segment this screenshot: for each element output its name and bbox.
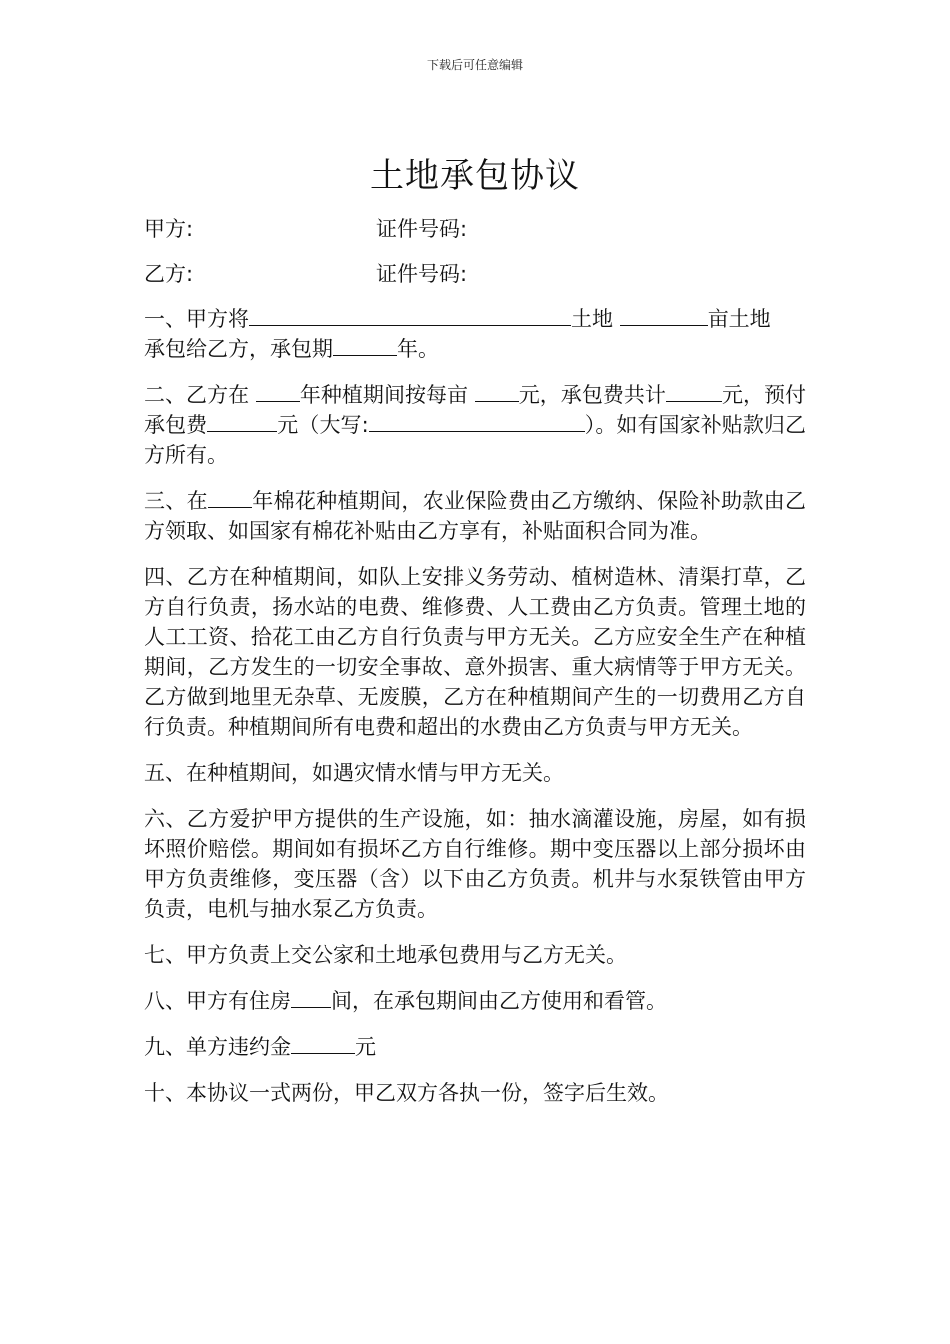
clause-9-text-a: 九、单方违约金	[144, 1035, 291, 1059]
party-a-id-label: 证件号码:	[376, 217, 468, 241]
clause-7: 七、甲方负责上交公家和土地承包费用与乙方无关。	[144, 943, 627, 967]
clause-2-text-c: 元，承包费共计	[518, 383, 666, 407]
clause-9-text-b: 元	[355, 1035, 376, 1059]
clause-4: 四、乙方在种植期间，如队上安排义务劳动、植树造林、清渠打草，乙方自行负责，扬水站的电费、维修费、人工费由乙方负责。管理土地的人工工资、拾花工由乙方自行负责与甲方无关。乙方应安全生产在种植期间，乙方发生的一切安全事故、意外损害、重大病情等于甲方无关。乙方做到地里无杂草、无废膜，乙方在种植期间产生的一切费用乙方自行负责。种植期间所有电费和超出的水费由乙方负责与甲方无关。	[144, 565, 806, 739]
party-b-row	[144, 259, 804, 289]
clause-10: 十、本协议一式两份，甲乙双方各执一份，签字后生效。	[144, 1081, 669, 1105]
clause-3-text-a: 三、在	[144, 489, 208, 513]
party-b-label: 乙方:	[144, 262, 194, 286]
contract-years-blank	[333, 335, 397, 356]
total-fee-blank	[666, 381, 722, 402]
clause-3-text-b: 年棉花种植期间，农业保险费由乙方缴纳、保险补助款由乙方领取、如国家有棉花补贴由乙方享有，补贴面积合同为准。	[144, 489, 807, 543]
clause-3	[144, 486, 806, 546]
price-per-mu-blank	[475, 381, 519, 402]
clause-1	[144, 304, 806, 364]
clause-2-text-a: 二、乙方在	[144, 383, 250, 407]
clause-8-text-b: 间，在承包期间由乙方使用和看管。	[331, 989, 667, 1013]
party-a-row	[144, 214, 804, 244]
clause-list	[144, 304, 806, 1124]
penalty-amount-blank	[291, 1033, 355, 1054]
clause-5: 五、在种植期间，如遇灾情水情与甲方无关。	[144, 761, 564, 785]
clause-1-text-c: 亩土地	[707, 307, 771, 331]
clause-1-text-d: 承包给乙方，承包期	[144, 337, 333, 361]
clause-1-text-b: 土地	[571, 307, 613, 331]
clause-2	[144, 380, 806, 470]
clause-1-text-e: 年。	[397, 337, 439, 361]
clause-2-text-e: 预付承包费	[144, 383, 807, 437]
clause-1-text-a: 一、甲方将	[144, 307, 249, 331]
clause-2-text-g: ）。如有国家补贴款归乙方所有。	[144, 413, 807, 467]
clause-2-text-f: 元（大写:	[277, 413, 369, 437]
amount-in-words-blank	[369, 411, 585, 432]
clause-2-text-d: 元，	[721, 383, 764, 407]
land-location-blank	[249, 305, 571, 326]
party-a-label: 甲方:	[144, 217, 194, 241]
page-header-note: 下载后可任意编辑	[426, 58, 523, 72]
cotton-year-blank	[208, 487, 252, 508]
housing-rooms-blank	[291, 987, 331, 1008]
clause-2-text-b: 年种植期间按每亩	[299, 383, 469, 407]
prepaid-fee-blank	[207, 411, 277, 432]
party-b-id-label: 证件号码:	[376, 262, 468, 286]
planting-year-blank	[256, 381, 300, 402]
clause-8	[144, 986, 806, 1016]
land-area-blank	[620, 305, 708, 326]
clause-8-text-a: 八、甲方有住房	[144, 989, 291, 1013]
clause-6: 六、乙方爱护甲方提供的生产设施，如：抽水滴灌设施，房屋，如有损坏照价赔偿。期间如有损坏乙方自行维修。期中变压器以上部分损坏由甲方负责维修，变压器（含）以下由乙方负责。机井与水泵铁管由甲方负责，电机与抽水泵乙方负责。	[144, 807, 806, 921]
document-title: 土地承包协议	[370, 156, 580, 196]
clause-9	[144, 1032, 806, 1062]
